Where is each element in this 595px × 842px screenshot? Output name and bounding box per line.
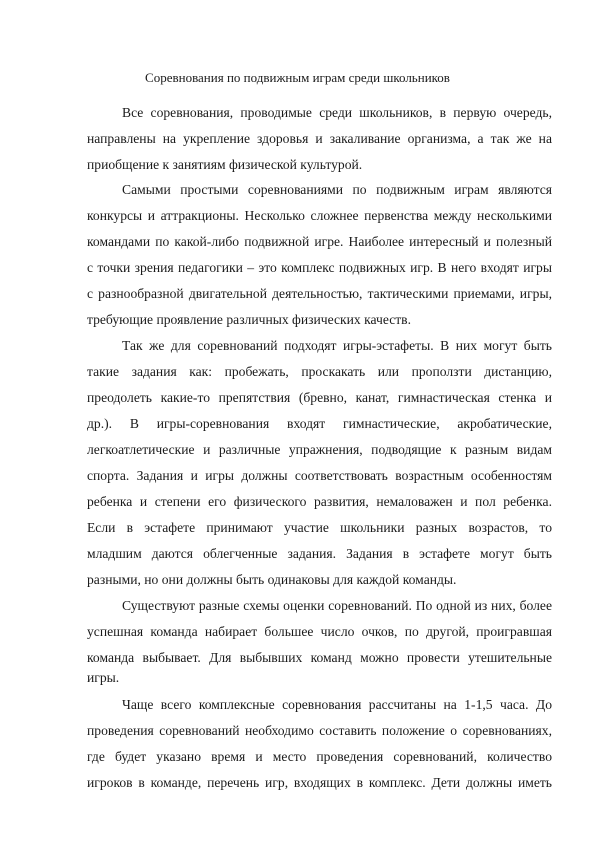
text-line: успешная команда набирает большее число очков, по другой, проигравшая [87, 624, 552, 639]
text-line: приобщение к занятиям физической культурой. [87, 157, 363, 172]
text-line: спорта. Задания и игры должны соответствовать возрастным особенностям [87, 468, 552, 483]
text-line: Если в эстафете принимают участие школьники разных возрастов, то [87, 520, 552, 535]
text-line: Все соревнования, проводимые среди школьников, в первую очередь, [122, 105, 552, 120]
text-line: где будет указано время и место проведения соревнований, количество [87, 749, 552, 764]
text-line: такие задания как: пробежать, проскакать или проползти дистанцию, [87, 364, 552, 379]
text-line: Самыми простыми соревнованиями по подвижным играм являются [122, 182, 552, 197]
text-line: требующие проявление различных физических качеств. [87, 312, 411, 327]
text-line: Чаще всего комплексные соревнования рассчитаны на 1-1,5 часа. До [122, 697, 552, 712]
text-line: конкурсы и аттракционы. Несколько сложнее первенства между несколькими [87, 208, 552, 223]
text-line: с разнообразной двигательной деятельностью, тактическими приемами, игры, [87, 286, 552, 301]
text-line: др.). В игры-соревнования входят гимнастические, акробатические, [87, 416, 552, 431]
document-title: Соревнования по подвижным играм среди школьников [145, 70, 450, 85]
text-line: ребенка и степени его физического развития, немаловажен и пол ребенка. [87, 494, 552, 509]
text-line: Так же для соревнований подходят игры-эстафеты. В них могут быть [122, 338, 552, 353]
text-line: Существуют разные схемы оценки соревнований. По одной из них, более [122, 598, 552, 613]
text-line: преодолеть какие-то препятствия (бревно, канат, гимнастическая стенка и [87, 390, 552, 405]
text-line: разными, но они должны быть одинаковы для каждой команды. [87, 572, 457, 587]
text-line: младшим даются облегченные задания. Задания в эстафете могут быть [87, 546, 552, 561]
text-line: игры. [87, 670, 120, 685]
text-line: игроков в команде, перечень игр, входящих в комплекс. Дети должны иметь [87, 775, 552, 790]
text-line: легкоатлетические и различные упражнения, подводящие к разным видам [87, 442, 552, 457]
text-line: команда выбывает. Для выбывших команд можно провести утешительные [87, 650, 552, 665]
text-line: проведения соревнований необходимо составить положение о соревнованиях, [87, 723, 552, 738]
text-line: с точки зрения педагогики – это комплекс подвижных игр. В него входят игры [87, 260, 552, 275]
text-line: направлены на укрепление здоровья и закаливание организма, а так же на [87, 131, 552, 146]
text-line: командами по какой-либо подвижной игре. Наиболее интересный и полезный [87, 234, 552, 249]
